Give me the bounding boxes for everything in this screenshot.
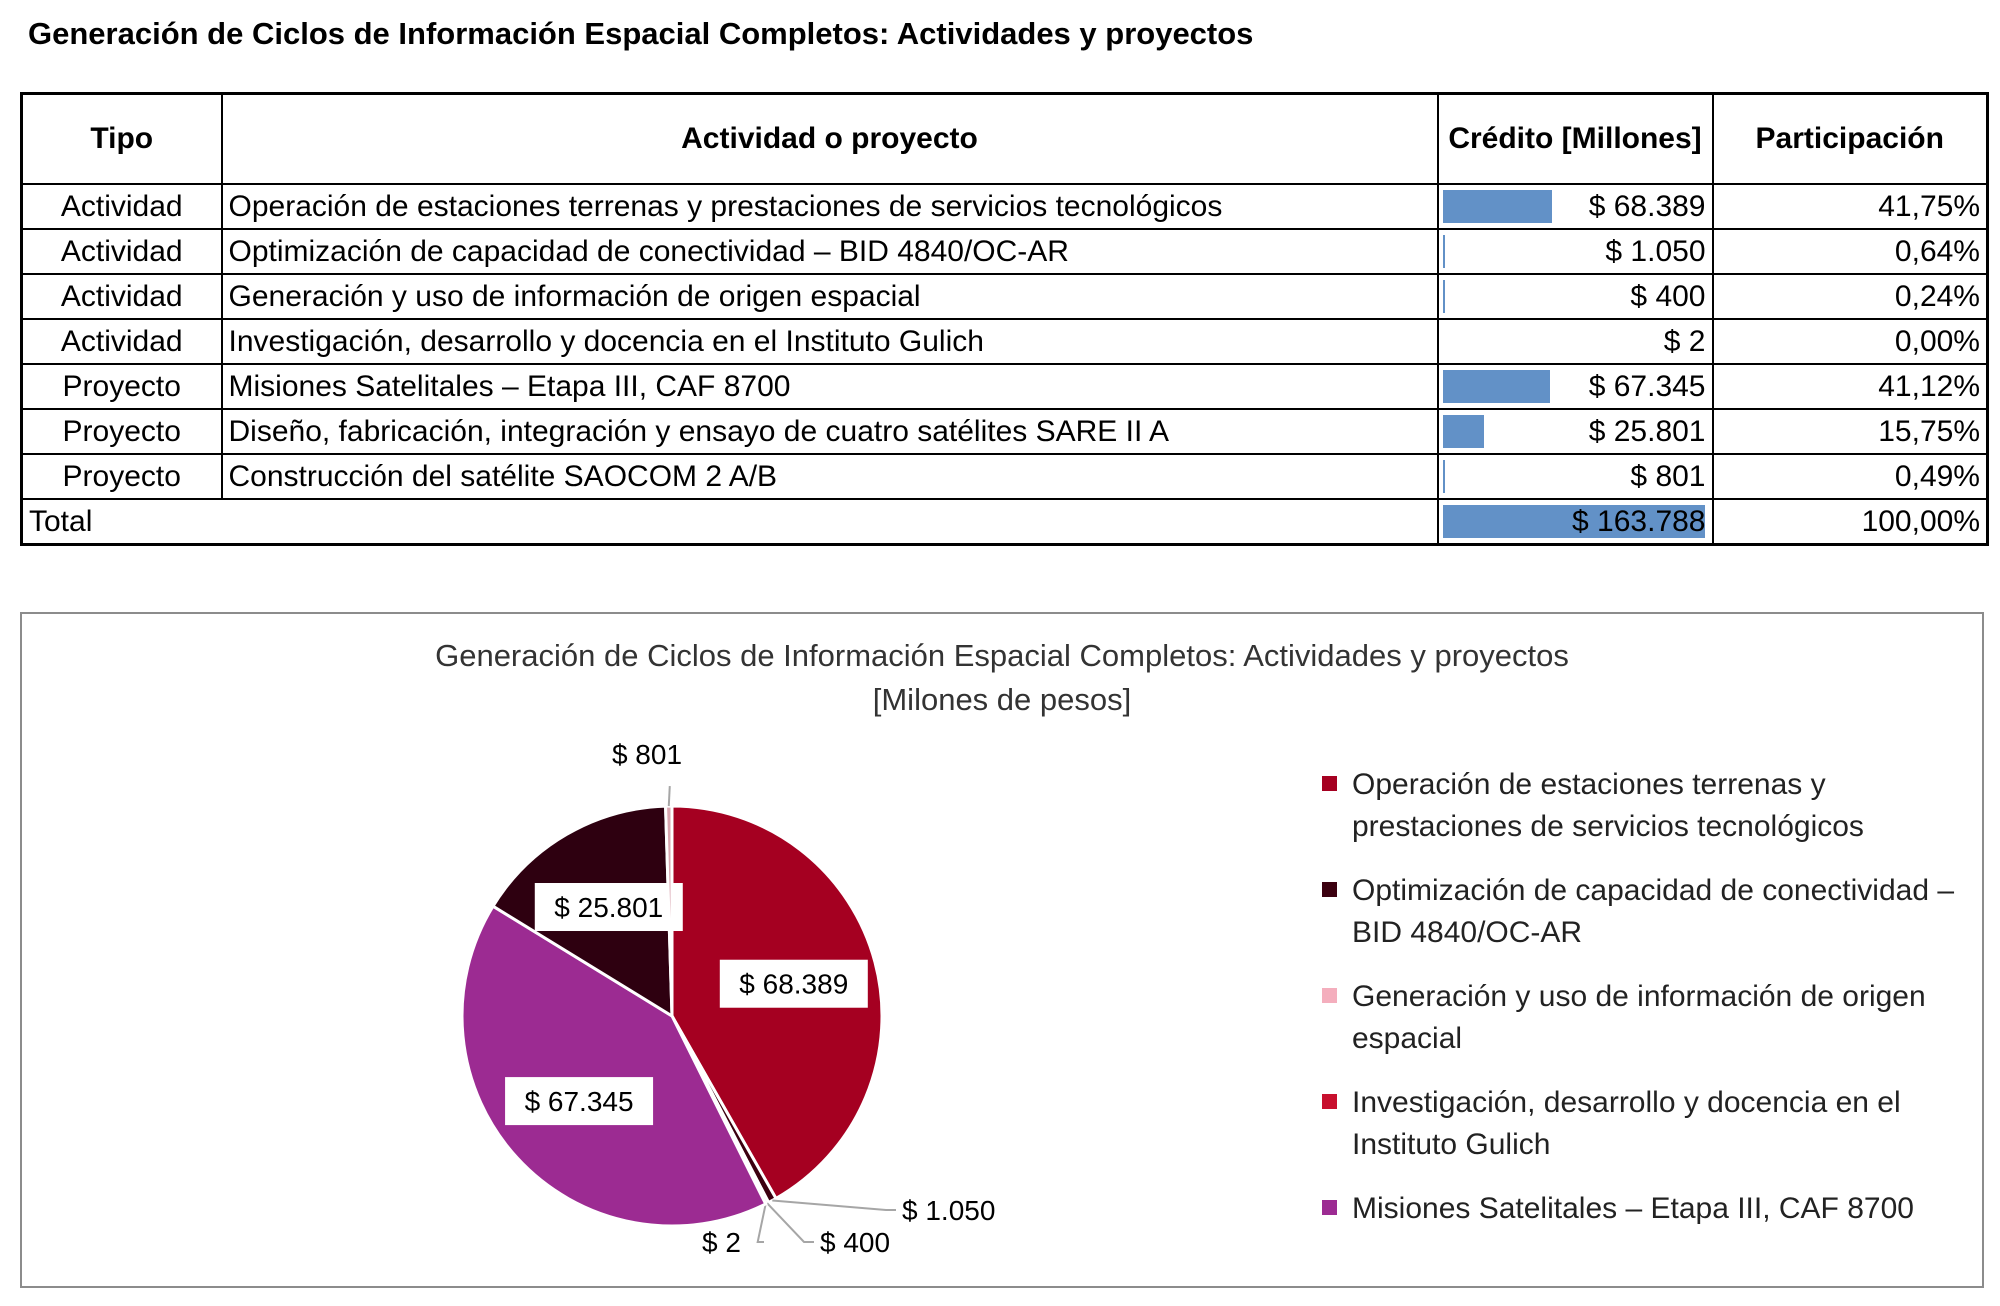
legend-label: Operación de estaciones terrenas y prestaciones de servicios tecnológicos xyxy=(1352,768,1864,843)
cell-descripcion: Construcción del satélite SAOCOM 2 A/B xyxy=(222,454,1438,499)
cell-descripcion: Diseño, fabricación, integración y ensayo de cuatro satélites SARE II A xyxy=(222,409,1438,454)
cell-tipo: Actividad xyxy=(22,319,222,364)
table-row xyxy=(22,184,1988,229)
cell-participacion: 41,12% xyxy=(1713,364,1988,409)
credit-value: $ 1.050 xyxy=(1605,234,1706,268)
cell-participacion: 15,75% xyxy=(1713,409,1988,454)
table-header-row xyxy=(22,94,1988,185)
legend-item xyxy=(1322,1188,1972,1230)
legend-swatch xyxy=(1322,1200,1337,1215)
header-participacion: Participación xyxy=(1713,94,1988,185)
cell-participacion: 0,64% xyxy=(1713,229,1988,274)
leader-line xyxy=(767,1203,814,1242)
cell-credito xyxy=(1438,364,1713,409)
credit-data-bar xyxy=(1443,370,1551,403)
leader-line xyxy=(669,786,670,806)
data-label: $ 801 xyxy=(611,739,683,770)
cell-descripcion: Misiones Satelitales – Etapa III, CAF 8700 xyxy=(222,364,1438,409)
credit-data-bar xyxy=(1443,190,1552,223)
table-body xyxy=(22,184,1988,545)
cell-tipo: Proyecto xyxy=(22,364,222,409)
data-label: $ 67.345 xyxy=(524,1086,634,1118)
table-row xyxy=(22,454,1988,499)
data-label: $ 400 xyxy=(820,1227,891,1258)
legend-label: Investigación, desarrollo y docencia en el Instituto Gulich xyxy=(1352,1086,1901,1161)
legend-item xyxy=(1322,764,1972,848)
cell-credito xyxy=(1438,319,1713,364)
budget-table xyxy=(20,92,1989,546)
legend-swatch xyxy=(1322,882,1337,897)
chart-title: Generación de Ciclos de Información Espacial Completos: Actividades y proyectos xyxy=(435,638,1569,673)
legend-item xyxy=(1322,870,1972,954)
cell-participacion: 0,49% xyxy=(1713,454,1988,499)
table-row xyxy=(22,409,1988,454)
legend-item xyxy=(1322,976,1972,1060)
credit-value: $ 801 xyxy=(1630,459,1706,493)
credit-value: $ 2 xyxy=(1663,324,1706,358)
credit-data-bar xyxy=(1443,280,1445,313)
total-participacion: 100,00% xyxy=(1713,499,1988,545)
credit-value: $ 163.788 xyxy=(1572,504,1706,538)
cell-descripcion: Operación de estaciones terrenas y prestaciones de servicios tecnológicos xyxy=(222,184,1438,229)
legend-label: Optimización de capacidad de conectividad – BID 4840/OC-AR xyxy=(1352,874,1955,949)
cell-credito xyxy=(1438,184,1713,229)
header-tipo: Tipo xyxy=(22,94,222,185)
legend-swatch xyxy=(1322,988,1337,1003)
data-label: $ 1.050 xyxy=(902,1195,996,1226)
cell-participacion: 0,24% xyxy=(1713,274,1988,319)
legend-item xyxy=(1322,1082,1972,1166)
cell-empty xyxy=(222,499,1438,545)
cell-participacion: 41,75% xyxy=(1713,184,1988,229)
table-total-row xyxy=(22,499,1988,545)
cell-credito xyxy=(1438,409,1713,454)
legend-swatch xyxy=(1322,776,1337,791)
header-credito: Crédito [Millones] xyxy=(1438,94,1713,185)
table-row xyxy=(22,274,1988,319)
data-label: $ 2 xyxy=(702,1227,741,1258)
data-label: $ 25.801 xyxy=(554,892,664,924)
credit-value: $ 67.345 xyxy=(1588,369,1706,403)
cell-tipo: Proyecto xyxy=(22,409,222,454)
cell-credito xyxy=(1438,229,1713,274)
total-credito xyxy=(1438,499,1713,545)
cell-tipo: Proyecto xyxy=(22,454,222,499)
header-actividad: Actividad o proyecto xyxy=(222,94,1438,185)
cell-descripcion: Generación y uso de información de origen espacial xyxy=(222,274,1438,319)
cell-tipo: Actividad xyxy=(22,184,222,229)
credit-data-bar xyxy=(1443,415,1484,448)
cell-participacion: 0,00% xyxy=(1713,319,1988,364)
credit-value: $ 400 xyxy=(1630,279,1706,313)
cell-descripcion: Investigación, desarrollo y docencia en el Instituto Gulich xyxy=(222,319,1438,364)
table-row xyxy=(22,319,1988,364)
data-label: $ 68.389 xyxy=(739,968,849,1000)
legend-swatch xyxy=(1322,1094,1337,1109)
cell-credito xyxy=(1438,274,1713,319)
chart-subtitle: [Milones de pesos] xyxy=(872,682,1132,717)
page-title: Generación de Ciclos de Información Espacial Completos: Actividades y proyectos xyxy=(28,16,1254,51)
cell-tipo: Actividad xyxy=(22,229,222,274)
leader-line xyxy=(758,1204,766,1242)
cell-credito xyxy=(1438,454,1713,499)
table-row xyxy=(22,229,1988,274)
credit-value: $ 25.801 xyxy=(1588,414,1706,448)
cell-descripcion: Optimización de capacidad de conectividad – BID 4840/OC-AR xyxy=(222,229,1438,274)
credit-data-bar xyxy=(1443,235,1445,268)
credit-value: $ 68.389 xyxy=(1588,189,1706,223)
legend-label: Misiones Satelitales – Etapa III, CAF 8700 xyxy=(1352,1192,1914,1225)
chart-panel xyxy=(20,612,1984,1288)
legend-label: Generación y uso de información de origen espacial xyxy=(1352,980,1926,1055)
chart-legend xyxy=(1322,764,1972,1252)
credit-data-bar xyxy=(1443,460,1445,493)
table-row xyxy=(22,364,1988,409)
leader-line xyxy=(772,1200,896,1210)
cell-tipo: Actividad xyxy=(22,274,222,319)
total-label: Total xyxy=(22,499,222,545)
